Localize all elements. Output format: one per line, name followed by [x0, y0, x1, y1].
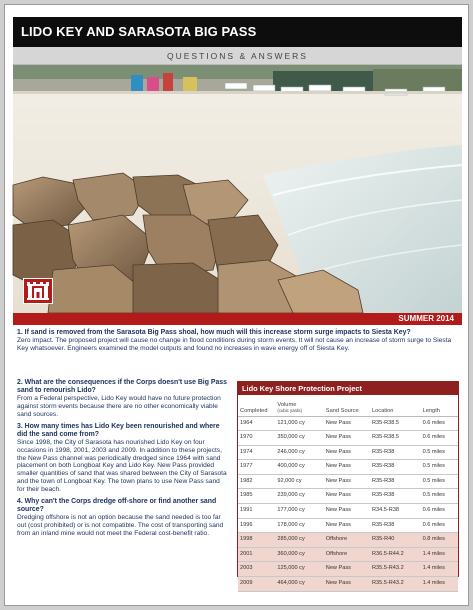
table-cell: New Pass	[324, 431, 370, 446]
table-row	[238, 533, 458, 548]
table-cell: New Pass	[324, 489, 370, 504]
qa-column	[17, 379, 229, 542]
qa-item-1	[17, 329, 459, 357]
column-header	[275, 395, 323, 416]
table-cell: Offshore	[324, 547, 370, 562]
table-row	[238, 445, 458, 460]
column-header: Sand Source	[324, 395, 370, 416]
table-cell: R35-R38	[370, 489, 421, 504]
table-cell: 285,000 cy	[275, 533, 323, 548]
table-cell: 125,000 cy	[275, 562, 323, 577]
table-cell: New Pass	[324, 518, 370, 533]
volume-header-label: Volume	[277, 401, 297, 408]
question-2: 2. What are the consequences if the Corps doesn't use Big Pass sand to renourish Lido?	[17, 379, 227, 394]
answer-1: Zero impact. The proposed project will cause no change in flood conditions during storm events. It will not cause an increase of storm surge to Siesta Key whatsoever. Engineers examined the model outputs and found no increases in wave energy off of Siesta Key.	[17, 337, 452, 352]
table-row	[238, 474, 458, 489]
table-row	[238, 504, 458, 519]
table-row	[238, 577, 458, 592]
table-cell: 121,000 cy	[275, 416, 323, 431]
table-cell: 464,000 cy	[275, 577, 323, 592]
qa-item-4	[17, 498, 229, 538]
table-row	[238, 431, 458, 446]
table-cell: 178,000 cy	[275, 518, 323, 533]
column-header: Length	[421, 395, 458, 416]
table-cell: 1970	[238, 431, 275, 446]
table-cell: 239,000 cy	[275, 489, 323, 504]
table-row	[238, 562, 458, 577]
table-cell: 92,000 cy	[275, 474, 323, 489]
table-cell: 0.5 miles	[421, 489, 458, 504]
nourishment-table	[238, 395, 458, 592]
table-cell: 2001	[238, 547, 275, 562]
table-row	[238, 416, 458, 431]
table-row	[238, 460, 458, 475]
table-cell: R35-R38	[370, 445, 421, 460]
table-cell: R34.5-R38	[370, 504, 421, 519]
table-cell: 2003	[238, 562, 275, 577]
table-cell: R36.5-R44.2	[370, 547, 421, 562]
corps-castle-icon	[23, 278, 53, 304]
column-header: Location	[370, 395, 421, 416]
qa-item-2	[17, 379, 229, 419]
table-cell: 0.5 miles	[421, 460, 458, 475]
table-row	[238, 547, 458, 562]
table-cell: 1998	[238, 533, 275, 548]
table-cell: 1985	[238, 489, 275, 504]
table-cell: R35-R40	[370, 533, 421, 548]
table-cell: 1.4 miles	[421, 562, 458, 577]
table-cell: 0.6 miles	[421, 431, 458, 446]
volume-unit: (cubic yards)	[277, 407, 302, 413]
table-cell: 246,000 cy	[275, 445, 323, 460]
table-header-row	[238, 395, 458, 416]
issue-date: SUMMER 2014	[13, 313, 462, 325]
table-cell: 0.5 miles	[421, 445, 458, 460]
beach-photo-illustration	[13, 65, 462, 313]
table-cell: 1.4 miles	[421, 547, 458, 562]
table-cell: 1974	[238, 445, 275, 460]
table-row	[238, 518, 458, 533]
table-cell: 0.8 miles	[421, 533, 458, 548]
table-row	[238, 489, 458, 504]
table-cell: 1.4 miles	[421, 577, 458, 592]
table-cell: New Pass	[324, 474, 370, 489]
table-cell: 177,000 cy	[275, 504, 323, 519]
table-cell: Offshore	[324, 533, 370, 548]
table-cell: R35-R38	[370, 460, 421, 475]
table-cell: R35-R38.5	[370, 416, 421, 431]
table-title: Lido Key Shore Protection Project	[238, 382, 458, 395]
table-cell: R35.5-R43.2	[370, 562, 421, 577]
shore-protection-table	[237, 381, 459, 587]
table-cell: 1982	[238, 474, 275, 489]
table-cell: New Pass	[324, 504, 370, 519]
table-cell: 360,000 cy	[275, 547, 323, 562]
table-body	[238, 416, 458, 591]
table-cell: 400,000 cy	[275, 460, 323, 475]
table-cell: 1964	[238, 416, 275, 431]
table-cell: 350,000 cy	[275, 431, 323, 446]
table-cell: New Pass	[324, 460, 370, 475]
answer-3: Since 1998, the City of Sarasota has nourished Lido Key on four occasions in 1998, 2001, 2003 and 2009. In addition to these projects, the New Pass channel was periodically dredged since 1964 with sand placement on both Longboat Key and Lido Key. New Pass provided smaller quantities of sand that was shared between the City of Sarasota and the town of Longboat Key. The town plans to use New Pass sand for their beach.	[17, 438, 227, 494]
section-subtitle: QUESTIONS & ANSWERS	[13, 47, 462, 65]
beach-photo	[13, 65, 462, 313]
answer-4: Dredging offshore is not an option because the sand needed is too far out (cost prohibited) or is not compatible. The cost of transporting sand from an inland mine would not meet the Federal cost-benefit ratio.	[17, 514, 224, 537]
column-header: Completed	[238, 395, 275, 416]
table-cell: 1977	[238, 460, 275, 475]
table-cell: 1991	[238, 504, 275, 519]
table-cell: 2009	[238, 577, 275, 592]
question-4: 4. Why can't the Corps dredge off-shore or find another sand source?	[17, 498, 217, 514]
table-cell: R35-R38.5	[370, 431, 421, 446]
qa-item-3	[17, 423, 229, 494]
table-cell: 0.6 miles	[421, 518, 458, 533]
answer-2: From a Federal perspective, Lido Key would have no future protection against storm events because there are no other economically viable sand sources.	[17, 395, 221, 418]
table-cell: 0.5 miles	[421, 474, 458, 489]
table-cell: New Pass	[324, 445, 370, 460]
table-cell: R35.5-R43.2	[370, 577, 421, 592]
document-page	[4, 4, 469, 606]
table-cell: R35-R38	[370, 474, 421, 489]
question-1: 1. If sand is removed from the Sarasota Big Pass shoal, how much will this increase storm surge impacts to Siesta Key?	[17, 329, 411, 336]
table-cell: 0.6 miles	[421, 504, 458, 519]
table-cell: 1996	[238, 518, 275, 533]
table-cell: New Pass	[324, 562, 370, 577]
table-cell: New Pass	[324, 577, 370, 592]
table-cell: 0.6 miles	[421, 416, 458, 431]
table-cell: R35-R38	[370, 518, 421, 533]
document-title: LIDO KEY AND SARASOTA BIG PASS	[13, 17, 462, 47]
table-cell: New Pass	[324, 416, 370, 431]
question-3: 3. How many times has Lido Key been renourished and where did the sand come from?	[17, 422, 220, 438]
